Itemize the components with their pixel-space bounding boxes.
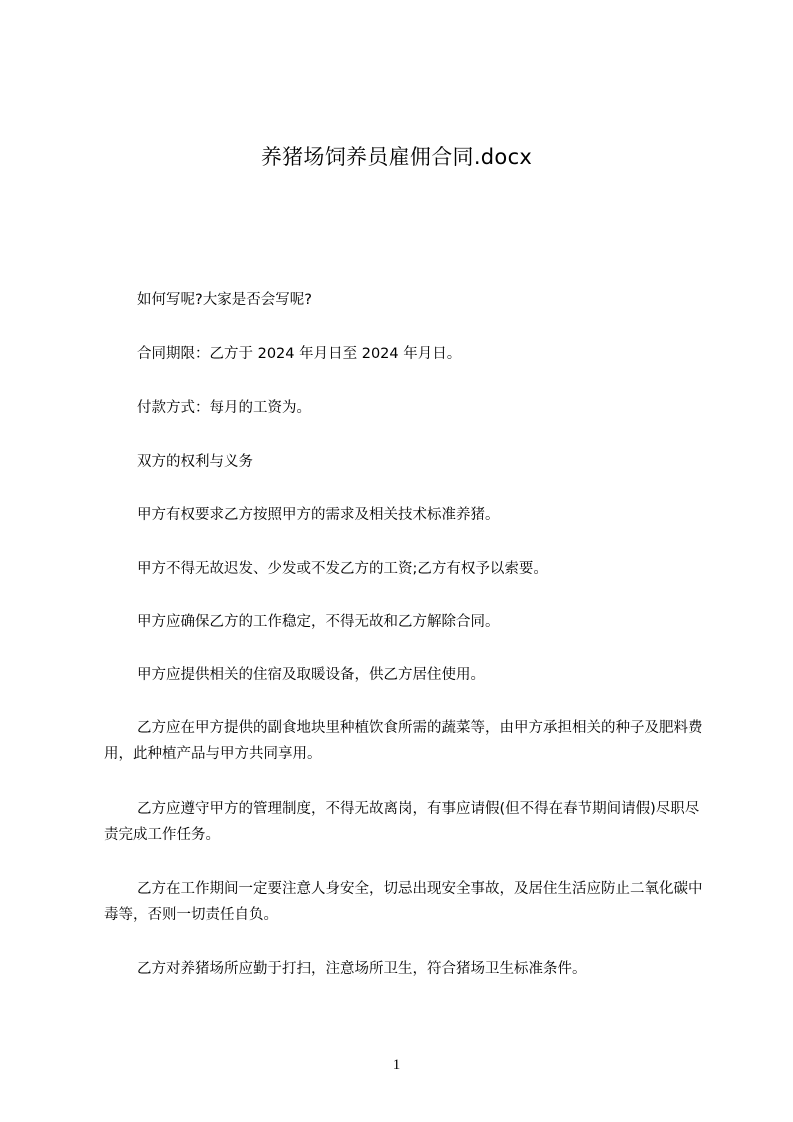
paragraph-9: 乙方应在甲方提供的副食地块里种植饮食所需的蔬菜等，由甲方承担相关的种子及肥料费用，此种植产品与甲方共同享用。: [104, 720, 703, 762]
paragraph-1: 如何写呢?大家是否会写呢?: [137, 292, 312, 308]
page-number: 1: [392, 1057, 401, 1073]
paragraph-6: 甲方不得无故迟发、少发或不发乙方的工资;乙方有权予以索要。: [137, 561, 548, 577]
paragraph-2: 合同期限：乙方于 2024 年月日至 2024 年月日。: [137, 346, 462, 362]
paragraph-3: 付款方式：每月的工资为。: [137, 400, 311, 416]
paragraph-5: 甲方有权要求乙方按照甲方的需求及相关技术标准养猪。: [137, 507, 500, 523]
paragraph-7: 甲方应确保乙方的工作稳定，不得无故和乙方解除合同。: [137, 614, 500, 630]
paragraph-11: 乙方在工作期间一定要注意人身安全，切忌出现安全事故，及居住生活应防止二氧化碳中毒等，否则一切责任自负。: [104, 881, 703, 923]
paragraph-4: 双方的权利与义务: [137, 454, 253, 470]
paragraph-10: 乙方应遵守甲方的管理制度，不得无故离岗，有事应请假(但不得在春节期间请假)尽职尽责完成工作任务。: [104, 801, 700, 843]
paragraph-8: 甲方应提供相关的住宿及取暖设备，供乙方居住使用。: [137, 667, 485, 683]
paragraph-12: 乙方对养猪场所应勤于打扫，注意场所卫生，符合猪场卫生标准条件。: [137, 961, 587, 977]
document-title: 养猪场饲养员雇佣合同.docx: [260, 145, 533, 169]
